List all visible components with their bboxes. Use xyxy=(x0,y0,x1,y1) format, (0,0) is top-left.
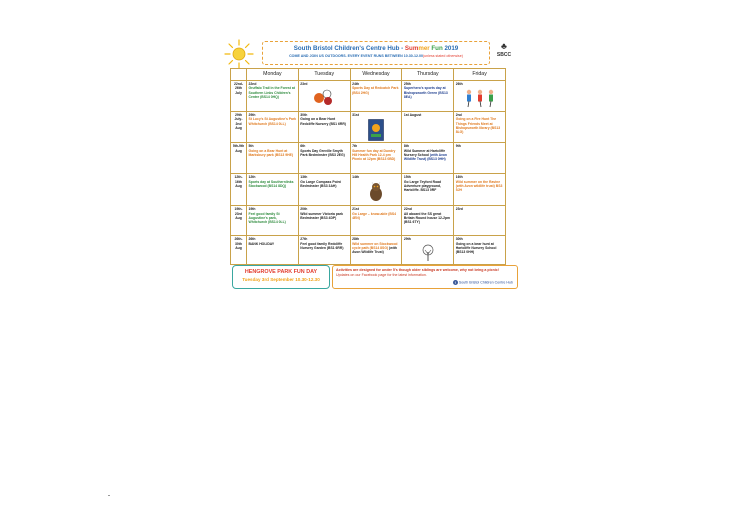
event-cell: 21st Go Large – know-able (BS4 4EN) xyxy=(350,206,402,236)
week-label: 26th-30th Aug xyxy=(231,236,247,265)
day-header: Wednesday xyxy=(350,69,402,81)
event-cell: 2nd Going on a Fire Hunt The Things Friends Meet at Bishopsworth library (BS13 8LG) xyxy=(454,112,506,143)
event-cell: 24th Sports Day at Redcatch Park (BS4 2HG) xyxy=(350,81,402,112)
event-cell: 23rd xyxy=(454,206,506,236)
event-cell: 16th Wild summer on the Ravine (with Avon wildlife trust) BS3 5JH xyxy=(454,174,506,206)
facebook-link[interactable]: f South Bristol Children Centre Hub xyxy=(454,280,513,285)
family-icon: ♣ xyxy=(501,41,507,51)
event-cell: 19th Feel good family St Augustine's park, Whitchurch (BS14 0LL) xyxy=(247,206,299,236)
sun-icon xyxy=(223,38,255,70)
event-cell: 20th Wild summer Victoria park Bedminster (BS3 4DP) xyxy=(298,206,350,236)
event-cell: 15th Go Large Teyfont Road Adventure playground, Hartcliffe. BS13 0RF xyxy=(402,174,454,206)
page-header xyxy=(262,41,490,65)
event-cell: 7th Summer fun day at Dundry Hill Health Park 12-4 pm Picnic at 12pm (BS13 0BD) xyxy=(350,143,402,174)
book-cover-icon xyxy=(368,119,384,141)
event-cell: 25th Superhero's sports day at Bishopsworth Green (BS13 8EA) xyxy=(402,81,454,112)
week-label: 29th July-2nd Aug xyxy=(231,112,247,143)
event-cell: 8th Wild Summer at Hartcliffe Nursery School (with Avon Wildlife Trust) (BS13 0HH) xyxy=(402,143,454,174)
event-cell: 5th Going on a Bear Hunt at Marksbury park (BS13 9HE) xyxy=(247,143,299,174)
calendar-header-row xyxy=(231,69,506,81)
facebook-icon: f xyxy=(454,280,456,285)
week-row xyxy=(231,206,506,236)
week-row xyxy=(231,112,506,143)
event-cell: 9th xyxy=(454,143,506,174)
promo-date: Tuesday 3rd September 10.30-12.30 xyxy=(242,277,320,282)
event-cell: 27th Feel good family Redcliffe Nursery Garden (BS1 6RR) xyxy=(298,236,350,265)
speck xyxy=(108,495,110,496)
event-cell: 26th BANK HOLIDAY xyxy=(247,236,299,265)
activity-calendar xyxy=(230,68,506,265)
corner-cell xyxy=(231,69,247,81)
event-cell: 13th Go Large Compass Point Bedminster (BS3 3AH) xyxy=(298,174,350,206)
event-cell: 1st August xyxy=(402,112,454,143)
children-playing-icon xyxy=(463,88,497,108)
sbcc-logo: ♣ SBCC xyxy=(494,40,514,66)
week-label: 19th-23rd Aug xyxy=(231,206,247,236)
event-cell: 30th Going on a bear hunt at Hartcliffe Nursery School (BS13 0HH) xyxy=(454,236,506,265)
day-header: Monday xyxy=(247,69,299,81)
week-row xyxy=(231,236,506,265)
week-label: 22nd-26th July xyxy=(231,81,247,112)
promo-title: HENGROVE PARK FUN DAY xyxy=(244,269,318,275)
gruffalo-icon xyxy=(367,182,385,202)
event-cell: 26th xyxy=(454,81,506,112)
event-cell: 22nd All aboard the SS great Britain Round house 12-2pm (BS1 6TY) xyxy=(402,206,454,236)
event-cell: 29th xyxy=(402,236,454,265)
event-cell: 30th Going on a Bear Hunt Redcliffe Nursery (BS1 6RR) xyxy=(298,112,350,143)
week-row xyxy=(231,81,506,112)
week-row xyxy=(231,174,506,206)
week-row xyxy=(231,143,506,174)
day-header: Tuesday xyxy=(298,69,350,81)
hengrove-fun-day-box xyxy=(232,265,330,289)
event-cell: 14th xyxy=(350,174,402,206)
page-subtitle: COME AND JOIN US OUTDOORS. EVERY EVENT RUNS BETWEEN 10.30-12.00(unless stated otherwise) xyxy=(289,54,463,58)
event-cell: 29th St Lucy's St Augustine's Park Whitchurch (BS14 0LL) xyxy=(247,112,299,143)
event-cell: 31st xyxy=(350,112,402,143)
day-header: Thursday xyxy=(402,69,454,81)
event-cell: 23rd xyxy=(298,81,350,112)
tree-icon xyxy=(421,244,435,262)
event-cell: 22nd Gruffalo Trail in the Forest at Southern Links Children's Centre (BS14 0HQ) xyxy=(247,81,299,112)
page-title: South Bristol Children's Centre Hub - Summer Fun 2019 xyxy=(293,45,459,52)
info-line-1: Activities are designed for under 5's though older siblings are welcome, why not bring a picnic! xyxy=(336,268,500,272)
event-cell: 12th Sports day at Southernlinks Stockwood (BS14 8DQ) xyxy=(247,174,299,206)
week-label: 5th-9th Aug xyxy=(231,143,247,174)
day-header: Friday xyxy=(454,69,506,81)
info-box xyxy=(332,265,518,289)
event-cell: 28th Wild summer on Stockwood cycle path (BS14 8SG) (with Avon Wildlife Trust) xyxy=(350,236,402,265)
sports-balls-icon xyxy=(313,88,335,106)
week-label: 12th-16th Aug xyxy=(231,174,247,206)
event-cell: 6th Sports Day Greville Smyth Park Bedminster (BS3 2EG) xyxy=(298,143,350,174)
info-line-2: Updates on our Facebook page for the latest information. xyxy=(336,273,427,277)
